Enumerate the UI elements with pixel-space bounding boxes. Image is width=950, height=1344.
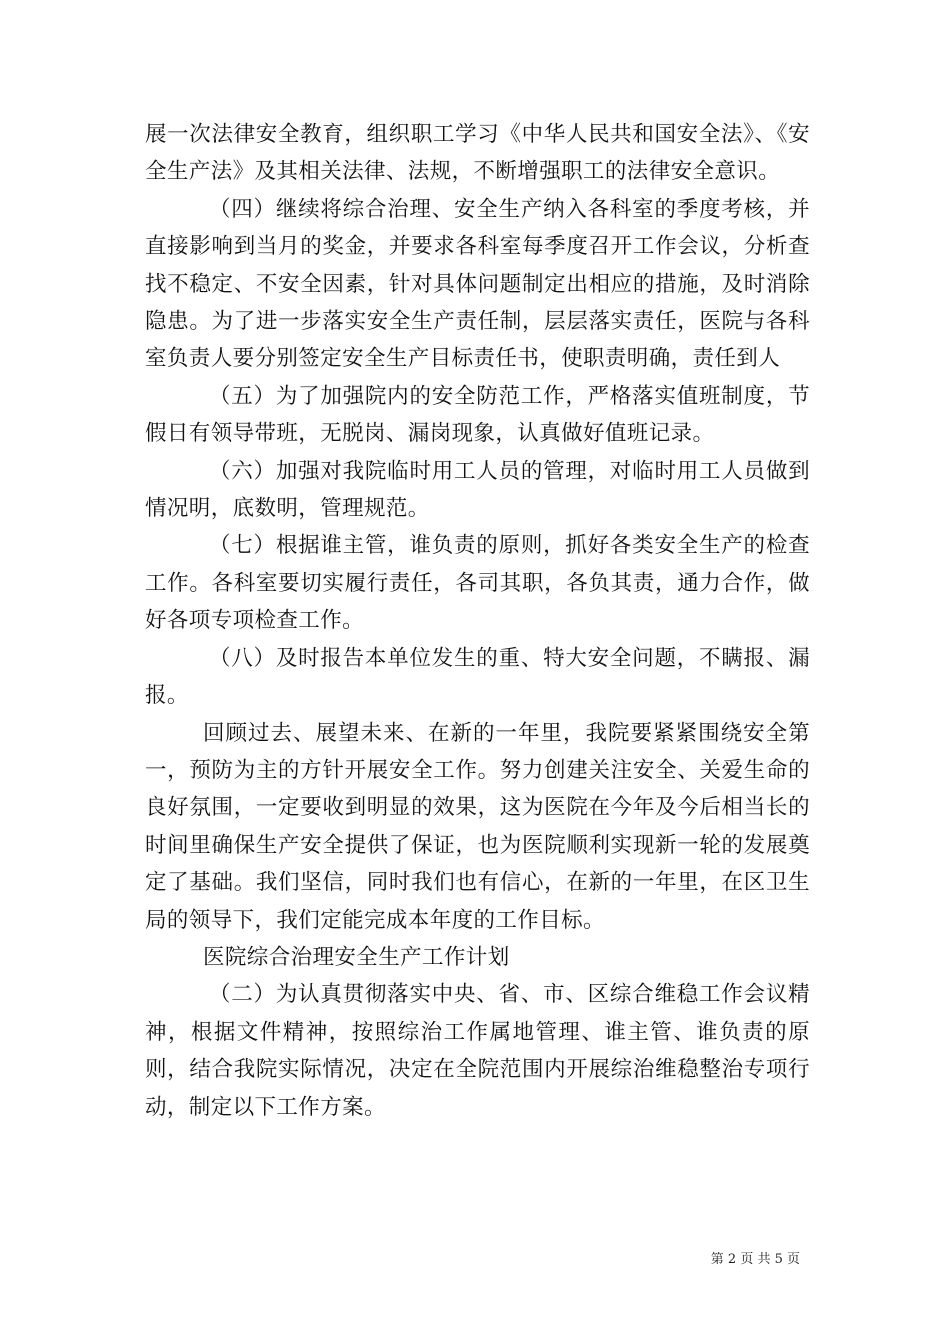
paragraph-item-8: （八）及时报告本单位发生的重、特大安全问题，不瞒报、漏报。 xyxy=(145,645,810,709)
paragraph-summary: 回顾过去、展望未来、在新的一年里，我院要紧紧围绕安全第一，预防为主的方针开展安全工作。努力创建关注安全、关爱生命的良好氛围，一定要收到明显的效果，这为医院在今年及今后相当长的时间里确保生产安全提供了保证，也为医院顺利实现新一轮的发展奠定了基础。我们坚信，同时我们也有信心，在新的一年里，在区卫生局的领导下，我们定能完成本年度的工作目标。 xyxy=(145,720,810,933)
document-body xyxy=(145,116,810,1126)
section-heading: 医院综合治理安全生产工作计划 xyxy=(203,944,510,970)
paragraph-item-4: （四）继续将综合治理、安全生产纳入各科室的季度考核，并直接影响到当月的奖金，并要求各科室每季度召开工作会议，分析查找不稳定、不安全因素，针对具体问题制定出相应的措施，及时消除隐患。为了进一步落实安全生产责任制，层层落实责任，医院与各科室负责人要分别签定安全生产目标责任书，使职责明确，责任到人 xyxy=(145,196,810,372)
paragraph-item-2: （二）为认真贯彻落实中央、省、市、区综合维稳工作会议精神，根据文件精神，按照综治工作属地管理、谁主管、谁负责的原则，结合我院实际情况，决定在全院范围内开展综治维稳整治专项行动，制定以下工作方案。 xyxy=(145,982,810,1120)
page-number: 第 2 页 共 5 页 xyxy=(710,1252,800,1267)
paragraph-item-7: （七）根据谁主管，谁负责的原则，抓好各类安全生产的检查工作。各科室要切实履行责任，各司其职，各负其责，通力合作，做好各项专项检查工作。 xyxy=(145,533,810,634)
paragraph-legal-education: 展一次法律安全教育，组织职工学习《中华人民共和国安全法》、《安全生产法》及其相关法律、法规，不断增强职工的法律安全意识。 xyxy=(145,122,810,185)
paragraph-item-6: （六）加强对我院临时用工人员的管理，对临时用工人员做到情况明，底数明，管理规范。 xyxy=(145,458,810,522)
paragraph-item-5: （五）为了加强院内的安全防范工作，严格落实值班制度，节假日有领导带班，无脱岗、漏岗现象，认真做好值班记录。 xyxy=(145,383,810,447)
